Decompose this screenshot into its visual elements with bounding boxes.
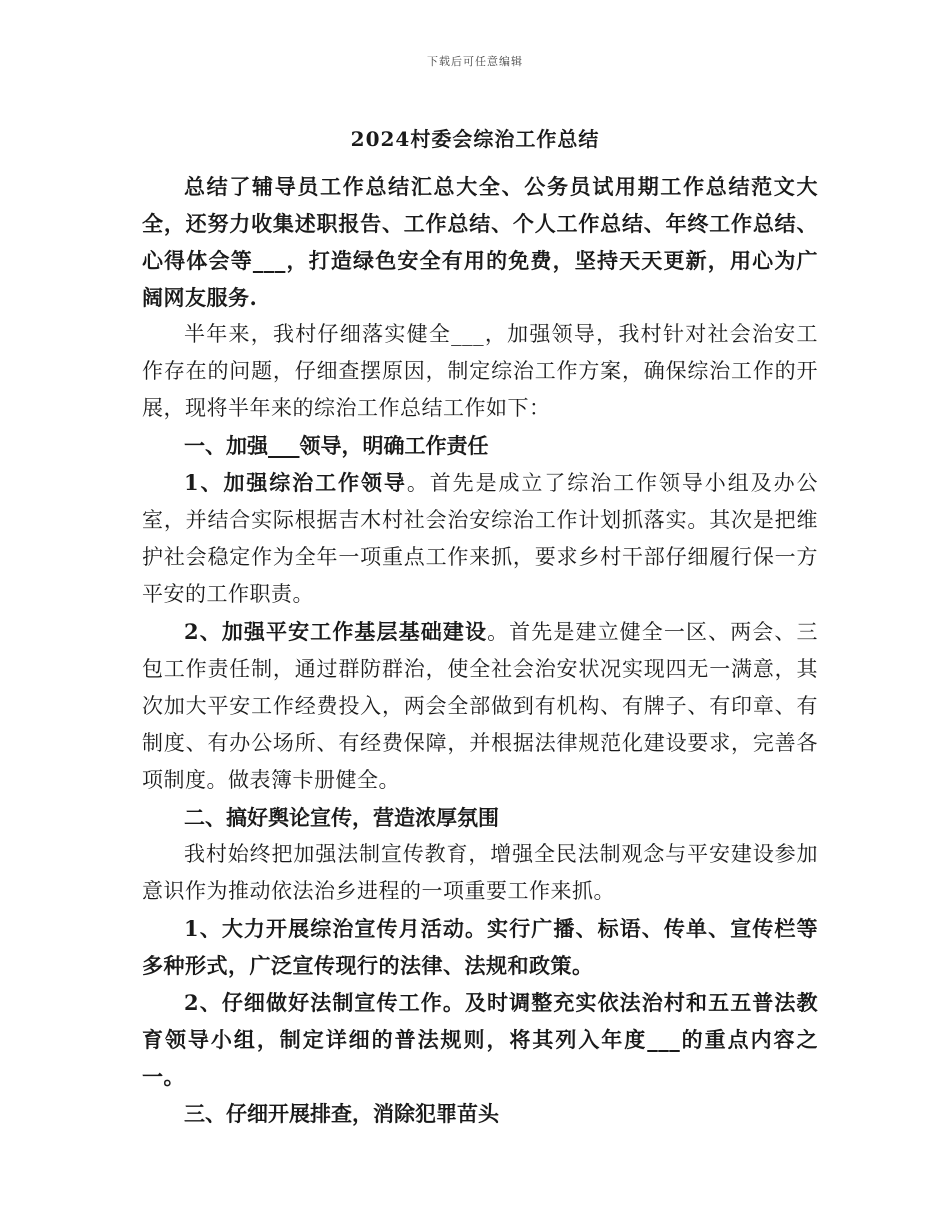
section-heading-2: 二、搞好舆论宣传，营造浓厚氛围	[184, 805, 499, 830]
document-title: 2024村委会综治工作总结	[350, 127, 600, 151]
section-paragraph: 我村始终把加强法制宣传教育，增强全民法制观念与平安建设参加意识作为推动依法治乡进程的一项重要工作来抓。	[142, 842, 818, 903]
section-heading-1: 一、加强___领导，明确工作责任	[184, 433, 489, 458]
item-paragraph: 1、大力开展综治宣传月活动。实行广播、标语、传单、宣传栏等多种形式，广泛宣传现行的法律、法规和政策。	[142, 916, 818, 978]
intro-paragraph: 总结了辅导员工作总结汇总大全、公务员试用期工作总结范文大全，还努力收集述职报告、工作总结、个人工作总结、年终工作总结、心得体会等___，打造绿色安全有用的免费，坚持天天更新，用心为广阔网友服务.	[142, 174, 818, 310]
item-text: 。首先是建立健全一区、两会、三包工作责任制，通过群防群治，使全社会治安状况实现四无一满意，其次加大平安工作经费投入，两会全部做到有机构、有牌子、有印章、有制度、有办公场所、有经费保障，并根据法律规范化建设要求，完善各项制度。做表簿卡册健全。	[142, 620, 818, 792]
overview-paragraph: 半年来，我村仔细落实健全___，加强领导，我村针对社会治安工作存在的问题，仔细查摆原因，制定综治工作方案，确保综治工作的开展，现将半年来的综治工作总结工作如下：	[142, 322, 818, 420]
item-paragraph	[142, 613, 818, 799]
item-lead: 2、加强平安工作基层基础建设	[184, 619, 488, 644]
item-lead: 1、加强综治工作领导	[184, 470, 407, 495]
header-note: 下载后可任意编辑	[427, 55, 523, 68]
document-body	[142, 168, 818, 1132]
item-text: 。首先是成立了综治工作领导小组及办公室，并结合实际根据吉木村社会治安综治工作计划抓落实。其次是把维护社会稳定作为全年一项重点工作来抓，要求乡村干部仔细履行保一方平安的工作职责。	[142, 471, 818, 606]
section-heading-3: 三、仔细开展排查，消除犯罪苗头	[184, 1101, 499, 1126]
item-paragraph: 2、仔细做好法制宣传工作。及时调整充实依法治村和五五普法教育领导小组，制定详细的普法规则，将其列入年度___的重点内容之一。	[142, 990, 818, 1089]
item-paragraph	[142, 464, 818, 613]
